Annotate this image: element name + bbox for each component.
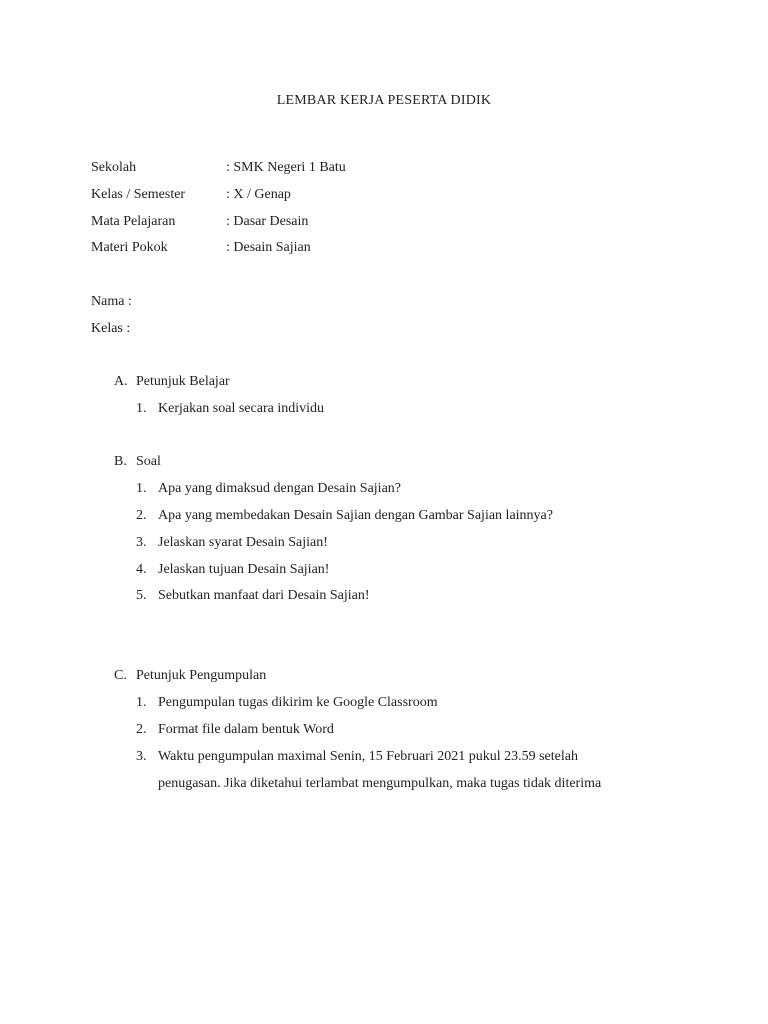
info-row-materi-pokok	[91, 238, 691, 258]
info-label: Kelas / Semester	[91, 187, 186, 202]
section-letter: A.	[114, 374, 128, 389]
info-row-kelas-semester	[91, 185, 691, 205]
item-number: 1.	[136, 481, 147, 496]
item-number: 2.	[136, 508, 147, 523]
item-number: 4.	[136, 562, 147, 577]
section-title: Petunjuk Belajar	[136, 374, 230, 389]
item-number: 2.	[136, 722, 147, 737]
student-name-field: Nama :	[91, 294, 132, 309]
student-class-field: Kelas :	[91, 321, 131, 336]
info-label: Sekolah	[91, 160, 137, 175]
info-value: : SMK Negeri 1 Batu	[226, 160, 346, 175]
info-label: Mata Pelajaran	[91, 214, 176, 229]
item-number: 1.	[136, 695, 147, 710]
info-row-sekolah	[91, 158, 691, 178]
item-text: Format file dalam bentuk Word	[158, 722, 334, 737]
info-value: : Desain Sajian	[226, 240, 311, 255]
item-text-continuation: penugasan. Jika diketahui terlambat mengumpulkan, maka tugas tidak diterima	[158, 776, 602, 791]
info-value: : X / Genap	[226, 187, 291, 202]
item-number: 3.	[136, 535, 147, 550]
info-label: Materi Pokok	[91, 240, 168, 255]
item-text: Jelaskan tujuan Desain Sajian!	[158, 562, 330, 577]
item-number: 1.	[136, 401, 147, 416]
item-number: 3.	[136, 749, 147, 764]
item-text: Kerjakan soal secara individu	[158, 401, 324, 416]
section-title: Soal	[136, 454, 161, 469]
item-number: 5.	[136, 588, 147, 603]
item-text: Pengumpulan tugas dikirim ke Google Classroom	[158, 695, 438, 710]
page-title: LEMBAR KERJA PESERTA DIDIK	[276, 93, 492, 108]
item-text: Waktu pengumpulan maximal Senin, 15 Februari 2021 pukul 23.59 setelah	[158, 749, 578, 764]
section-title: Petunjuk Pengumpulan	[136, 668, 267, 683]
item-text: Apa yang membedakan Desain Sajian dengan Gambar Sajian lainnya?	[158, 508, 553, 523]
section-letter: C.	[114, 668, 127, 683]
item-text: Apa yang dimaksud dengan Desain Sajian?	[158, 481, 401, 496]
info-row-mata-pelajaran	[91, 212, 691, 232]
item-text: Jelaskan syarat Desain Sajian!	[158, 535, 328, 550]
section-letter: B.	[114, 454, 127, 469]
info-value: : Dasar Desain	[226, 214, 309, 229]
item-text: Sebutkan manfaat dari Desain Sajian!	[158, 588, 370, 603]
